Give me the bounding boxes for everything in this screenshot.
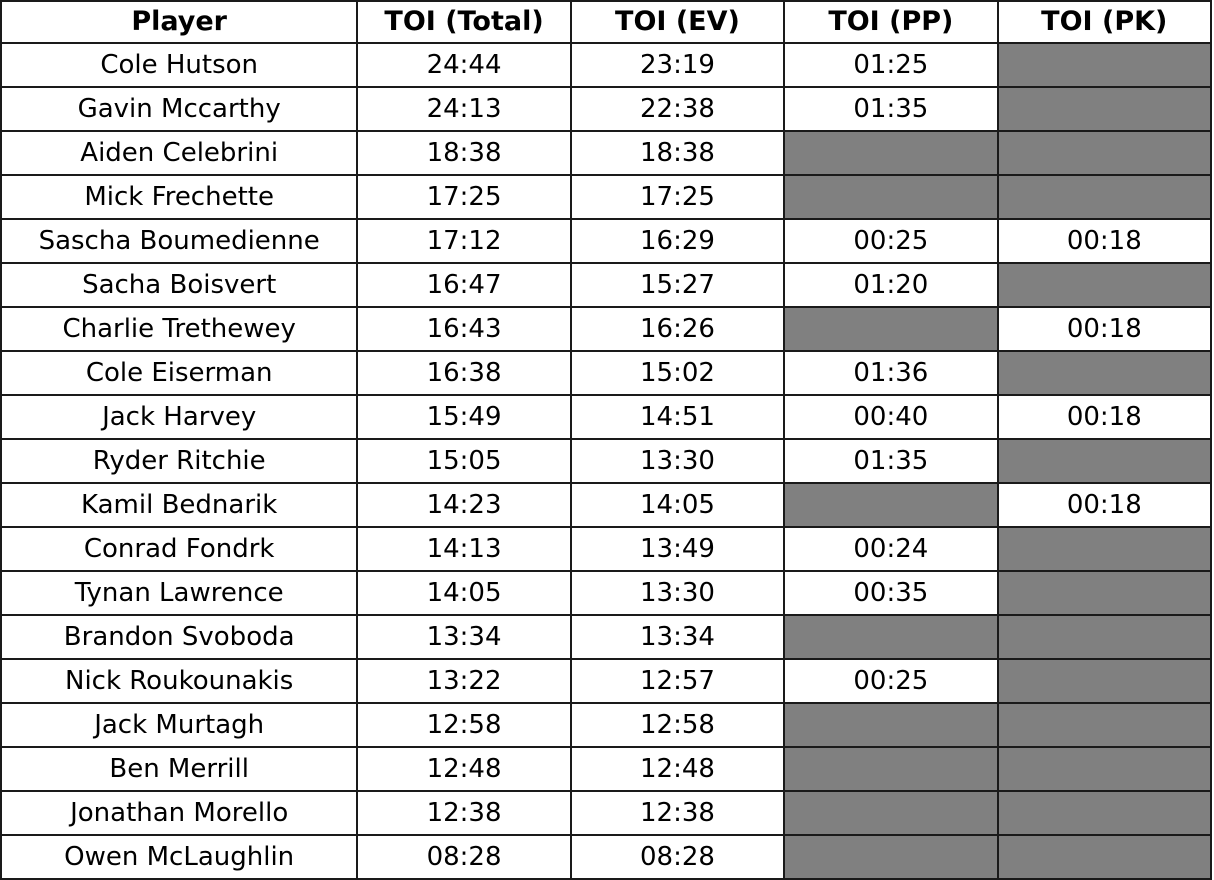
cell-player: Nick Roukounakis xyxy=(1,659,357,703)
cell-toi-pp: 01:25 xyxy=(784,43,997,87)
header-row xyxy=(1,1,1211,43)
cell-toi-pk-empty xyxy=(998,43,1211,87)
cell-toi-total: 12:48 xyxy=(357,747,570,791)
table-row xyxy=(1,263,1211,307)
table-row xyxy=(1,703,1211,747)
cell-toi-pp-empty xyxy=(784,835,997,879)
table-row xyxy=(1,747,1211,791)
cell-toi-total: 14:23 xyxy=(357,483,570,527)
column-header-toi-total: TOI (Total) xyxy=(357,1,570,43)
cell-toi-total: 18:38 xyxy=(357,131,570,175)
cell-toi-pk: 00:18 xyxy=(998,219,1211,263)
cell-toi-pp: 00:40 xyxy=(784,395,997,439)
cell-toi-pk-empty xyxy=(998,527,1211,571)
table-row xyxy=(1,219,1211,263)
table-row xyxy=(1,43,1211,87)
cell-player: Conrad Fondrk xyxy=(1,527,357,571)
cell-toi-total: 13:34 xyxy=(357,615,570,659)
cell-toi-total: 17:12 xyxy=(357,219,570,263)
cell-toi-total: 16:38 xyxy=(357,351,570,395)
cell-toi-pk-empty xyxy=(998,87,1211,131)
cell-toi-total: 12:58 xyxy=(357,703,570,747)
cell-toi-pp-empty xyxy=(784,747,997,791)
cell-toi-pp: 00:25 xyxy=(784,659,997,703)
cell-toi-ev: 15:27 xyxy=(571,263,784,307)
cell-player: Aiden Celebrini xyxy=(1,131,357,175)
cell-toi-ev: 15:02 xyxy=(571,351,784,395)
cell-player: Gavin Mccarthy xyxy=(1,87,357,131)
cell-toi-pp: 01:35 xyxy=(784,87,997,131)
cell-toi-total: 14:05 xyxy=(357,571,570,615)
cell-toi-ev: 22:38 xyxy=(571,87,784,131)
cell-toi-total: 24:44 xyxy=(357,43,570,87)
cell-toi-total: 16:43 xyxy=(357,307,570,351)
cell-toi-ev: 16:26 xyxy=(571,307,784,351)
cell-player: Owen McLaughlin xyxy=(1,835,357,879)
cell-toi-total: 15:05 xyxy=(357,439,570,483)
table-row xyxy=(1,307,1211,351)
table-row xyxy=(1,835,1211,879)
cell-player: Tynan Lawrence xyxy=(1,571,357,615)
cell-player: Sacha Boisvert xyxy=(1,263,357,307)
cell-toi-pk: 00:18 xyxy=(998,307,1211,351)
table-row xyxy=(1,87,1211,131)
cell-toi-ev: 14:51 xyxy=(571,395,784,439)
cell-toi-pp-empty xyxy=(784,483,997,527)
cell-toi-pp-empty xyxy=(784,703,997,747)
cell-player: Cole Hutson xyxy=(1,43,357,87)
cell-player: Jack Harvey xyxy=(1,395,357,439)
cell-toi-pp: 00:24 xyxy=(784,527,997,571)
cell-toi-ev: 08:28 xyxy=(571,835,784,879)
cell-toi-pk-empty xyxy=(998,747,1211,791)
cell-toi-ev: 13:30 xyxy=(571,571,784,615)
cell-toi-pk-empty xyxy=(998,131,1211,175)
table-header xyxy=(1,1,1211,43)
table-row xyxy=(1,483,1211,527)
cell-player: Brandon Svoboda xyxy=(1,615,357,659)
table-row xyxy=(1,351,1211,395)
cell-toi-pk-empty xyxy=(998,703,1211,747)
column-header-player: Player xyxy=(1,1,357,43)
cell-toi-pp-empty xyxy=(784,307,997,351)
cell-toi-pp: 00:35 xyxy=(784,571,997,615)
column-header-toi-pp: TOI (PP) xyxy=(784,1,997,43)
cell-player: Mick Frechette xyxy=(1,175,357,219)
cell-toi-ev: 13:49 xyxy=(571,527,784,571)
cell-toi-ev: 17:25 xyxy=(571,175,784,219)
cell-toi-pk: 00:18 xyxy=(998,395,1211,439)
cell-toi-pk-empty xyxy=(998,615,1211,659)
cell-toi-total: 13:22 xyxy=(357,659,570,703)
cell-toi-pk-empty xyxy=(998,791,1211,835)
cell-toi-total: 17:25 xyxy=(357,175,570,219)
cell-toi-pk-empty xyxy=(998,571,1211,615)
cell-toi-pk-empty xyxy=(998,351,1211,395)
cell-toi-pp-empty xyxy=(784,615,997,659)
cell-toi-pk-empty xyxy=(998,175,1211,219)
cell-toi-pp: 01:36 xyxy=(784,351,997,395)
cell-player: Kamil Bednarik xyxy=(1,483,357,527)
cell-toi-total: 16:47 xyxy=(357,263,570,307)
cell-toi-pp-empty xyxy=(784,131,997,175)
table-row xyxy=(1,175,1211,219)
column-header-toi-ev: TOI (EV) xyxy=(571,1,784,43)
cell-toi-pk-empty xyxy=(998,835,1211,879)
cell-toi-ev: 12:48 xyxy=(571,747,784,791)
cell-toi-pp-empty xyxy=(784,175,997,219)
cell-toi-pp: 01:35 xyxy=(784,439,997,483)
cell-toi-ev: 14:05 xyxy=(571,483,784,527)
cell-toi-pp-empty xyxy=(784,791,997,835)
cell-player: Jonathan Morello xyxy=(1,791,357,835)
cell-player: Cole Eiserman xyxy=(1,351,357,395)
table-row xyxy=(1,659,1211,703)
cell-player: Charlie Trethewey xyxy=(1,307,357,351)
cell-toi-total: 14:13 xyxy=(357,527,570,571)
column-header-toi-pk: TOI (PK) xyxy=(998,1,1211,43)
table-row xyxy=(1,791,1211,835)
cell-player: Ben Merrill xyxy=(1,747,357,791)
cell-toi-ev: 13:30 xyxy=(571,439,784,483)
cell-toi-total: 12:38 xyxy=(357,791,570,835)
cell-toi-ev: 18:38 xyxy=(571,131,784,175)
cell-toi-ev: 23:19 xyxy=(571,43,784,87)
table-row xyxy=(1,131,1211,175)
cell-toi-ev: 13:34 xyxy=(571,615,784,659)
table-row xyxy=(1,439,1211,483)
cell-toi-pk-empty xyxy=(998,659,1211,703)
cell-player: Jack Murtagh xyxy=(1,703,357,747)
cell-toi-total: 24:13 xyxy=(357,87,570,131)
table-row xyxy=(1,615,1211,659)
cell-toi-ev: 12:38 xyxy=(571,791,784,835)
cell-toi-pk-empty xyxy=(998,439,1211,483)
cell-player: Ryder Ritchie xyxy=(1,439,357,483)
cell-toi-pk-empty xyxy=(998,263,1211,307)
table-row xyxy=(1,571,1211,615)
cell-toi-total: 08:28 xyxy=(357,835,570,879)
cell-player: Sascha Boumedienne xyxy=(1,219,357,263)
cell-toi-ev: 12:58 xyxy=(571,703,784,747)
cell-toi-pk: 00:18 xyxy=(998,483,1211,527)
cell-toi-total: 15:49 xyxy=(357,395,570,439)
table-body xyxy=(1,43,1211,879)
table-row xyxy=(1,527,1211,571)
table-row xyxy=(1,395,1211,439)
cell-toi-ev: 12:57 xyxy=(571,659,784,703)
cell-toi-ev: 16:29 xyxy=(571,219,784,263)
cell-toi-pp: 01:20 xyxy=(784,263,997,307)
cell-toi-pp: 00:25 xyxy=(784,219,997,263)
